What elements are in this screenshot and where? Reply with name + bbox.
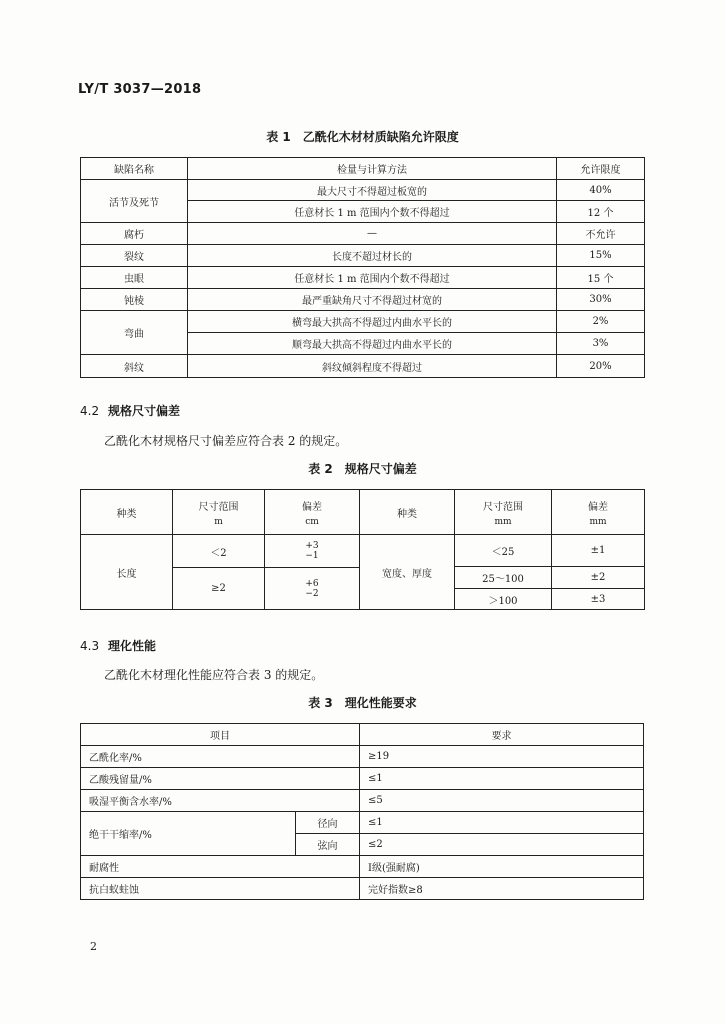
- limit-cell: 12 个: [557, 201, 645, 223]
- limit-cell: 3%: [557, 333, 645, 355]
- table-row: [81, 245, 645, 267]
- table-row: [81, 311, 645, 333]
- item-cell: 吸湿平衡含水率/%: [81, 790, 360, 812]
- section-4-3-text: 乙酰化木材理化性能应符合表 3 的规定。: [104, 668, 324, 682]
- method-cell: 横弯最大拱高不得超过内曲水平长的: [188, 311, 557, 333]
- requirement-cell: ≥19: [360, 746, 644, 768]
- table-row: [81, 289, 645, 311]
- section-title: 理化性能: [108, 639, 157, 653]
- item-cell: 绝干干缩率/%: [81, 812, 296, 856]
- header-range-label: 尺寸范围: [198, 501, 239, 513]
- table-row: [81, 267, 645, 289]
- defect-name: 斜纹: [81, 355, 188, 378]
- item-cell: 乙酰化率/%: [81, 746, 360, 768]
- section-4-2-text: 乙酰化木材规格尺寸偏差应符合表 2 的规定。: [104, 434, 348, 448]
- limit-cell: 30%: [557, 289, 645, 311]
- table-row: [81, 746, 644, 768]
- section-title: 规格尺寸偏差: [108, 404, 181, 418]
- table-row: [81, 535, 645, 551]
- length-deviation-1: [265, 535, 360, 568]
- defect-name: 活节及死节: [81, 180, 188, 223]
- method-cell: 最大尺寸不得超过板宽的: [188, 180, 557, 201]
- header-deviation-label: 偏差: [302, 501, 322, 513]
- limit-cell: 20%: [557, 355, 645, 378]
- length-label: 长度: [81, 535, 173, 610]
- page-number: 2: [90, 940, 97, 953]
- deviation-upper: +3: [305, 541, 319, 551]
- defect-name: 弯曲: [81, 311, 188, 355]
- method-cell: —: [188, 223, 557, 245]
- method-cell: 长度不超过材长的: [188, 245, 557, 267]
- table-header-row: [81, 158, 645, 180]
- limit-cell: 15 个: [557, 267, 645, 289]
- width-thickness-label: 宽度、厚度: [360, 535, 455, 610]
- header-deviation-label: 偏差: [588, 501, 608, 513]
- table-row: [81, 878, 644, 900]
- table-row: [81, 768, 644, 790]
- length-deviation-2: [265, 568, 360, 610]
- sub-item-radial: 径向: [296, 812, 360, 834]
- properties-table: [80, 723, 644, 900]
- table-row: [81, 223, 645, 245]
- defect-limits-table: [80, 157, 645, 378]
- table-row: [81, 180, 645, 201]
- width-deviation-3: ±3: [552, 589, 645, 610]
- header-range-mm: [455, 490, 552, 535]
- defect-name: 裂纹: [81, 245, 188, 267]
- limit-cell: 15%: [557, 245, 645, 267]
- method-cell: 顺弯最大拱高不得超过内曲水平长的: [188, 333, 557, 355]
- requirement-cell: Ⅰ级(强耐腐): [360, 856, 644, 878]
- header-kind-2: 种类: [360, 490, 455, 535]
- sub-item-tangential: 弦向: [296, 834, 360, 856]
- header-deviation-mm: [552, 490, 645, 535]
- deviation-upper: +6: [305, 578, 319, 589]
- header-kind: 种类: [81, 490, 173, 535]
- item-cell: 耐腐性: [81, 856, 360, 878]
- width-range-1: ＜25: [455, 535, 552, 567]
- header-range-m: [173, 490, 265, 535]
- defect-name: 虫眼: [81, 267, 188, 289]
- requirement-cell: ≤2: [360, 834, 644, 856]
- defect-name: 钝棱: [81, 289, 188, 311]
- header-defect: 缺陷名称: [81, 158, 188, 180]
- table-row: [81, 812, 644, 834]
- requirement-cell: 完好指数≥8: [360, 878, 644, 900]
- header-limit: 允许限度: [557, 158, 645, 180]
- limit-cell: 不允许: [557, 223, 645, 245]
- table1-caption: 表 1 乙酰化木材材质缺陷允许限度: [266, 130, 459, 144]
- table-row: [81, 355, 645, 378]
- defect-name: 腐朽: [81, 223, 188, 245]
- item-cell: 抗白蚁蛀蚀: [81, 878, 360, 900]
- section-number: 4.2: [80, 404, 100, 418]
- limit-cell: 2%: [557, 311, 645, 333]
- section-4-2-heading: [80, 402, 180, 419]
- limit-cell: 40%: [557, 180, 645, 201]
- deviation-lower: −2: [305, 588, 319, 599]
- method-cell: 任意材长 1 m 范围内个数不得超过: [188, 201, 557, 223]
- section-4-3-heading: [80, 637, 156, 654]
- header-item: 项目: [81, 724, 360, 746]
- unit-mm: mm: [589, 516, 607, 527]
- header-deviation-cm: [265, 490, 360, 535]
- header-range-label: 尺寸范围: [483, 501, 523, 513]
- unit-cm: cm: [305, 516, 319, 527]
- width-range-3: ＞100: [455, 589, 552, 610]
- width-range-2: 25～100: [455, 567, 552, 589]
- table3-caption: 表 3 理化性能要求: [308, 696, 417, 710]
- unit-m: m: [214, 516, 223, 527]
- deviation-lower: −1: [305, 551, 319, 561]
- table-header-row: [81, 490, 645, 535]
- header-requirement: 要求: [360, 724, 644, 746]
- width-deviation-1: ±1: [552, 535, 645, 567]
- table2-caption: 表 2 规格尺寸偏差: [308, 462, 417, 476]
- unit-mm: mm: [494, 516, 512, 527]
- requirement-cell: ≤5: [360, 790, 644, 812]
- table-row: [81, 790, 644, 812]
- method-cell: 任意材长 1 m 范围内个数不得超过: [188, 267, 557, 289]
- header-method: 检量与计算方法: [188, 158, 557, 180]
- item-cell: 乙酸残留量/%: [81, 768, 360, 790]
- requirement-cell: ≤1: [360, 812, 644, 834]
- dimension-tolerance-table: [80, 489, 645, 610]
- requirement-cell: ≤1: [360, 768, 644, 790]
- document-id: LY/T 3037—2018: [78, 82, 202, 97]
- method-cell: 斜纹倾斜程度不得超过: [188, 355, 557, 378]
- table-header-row: [81, 724, 644, 746]
- length-range-1: ＜2: [173, 535, 265, 568]
- method-cell: 最严重缺角尺寸不得超过材宽的: [188, 289, 557, 311]
- section-number: 4.3: [80, 639, 100, 653]
- width-deviation-2: ±2: [552, 567, 645, 589]
- length-range-2: ≥2: [173, 568, 265, 610]
- table-row: [81, 856, 644, 878]
